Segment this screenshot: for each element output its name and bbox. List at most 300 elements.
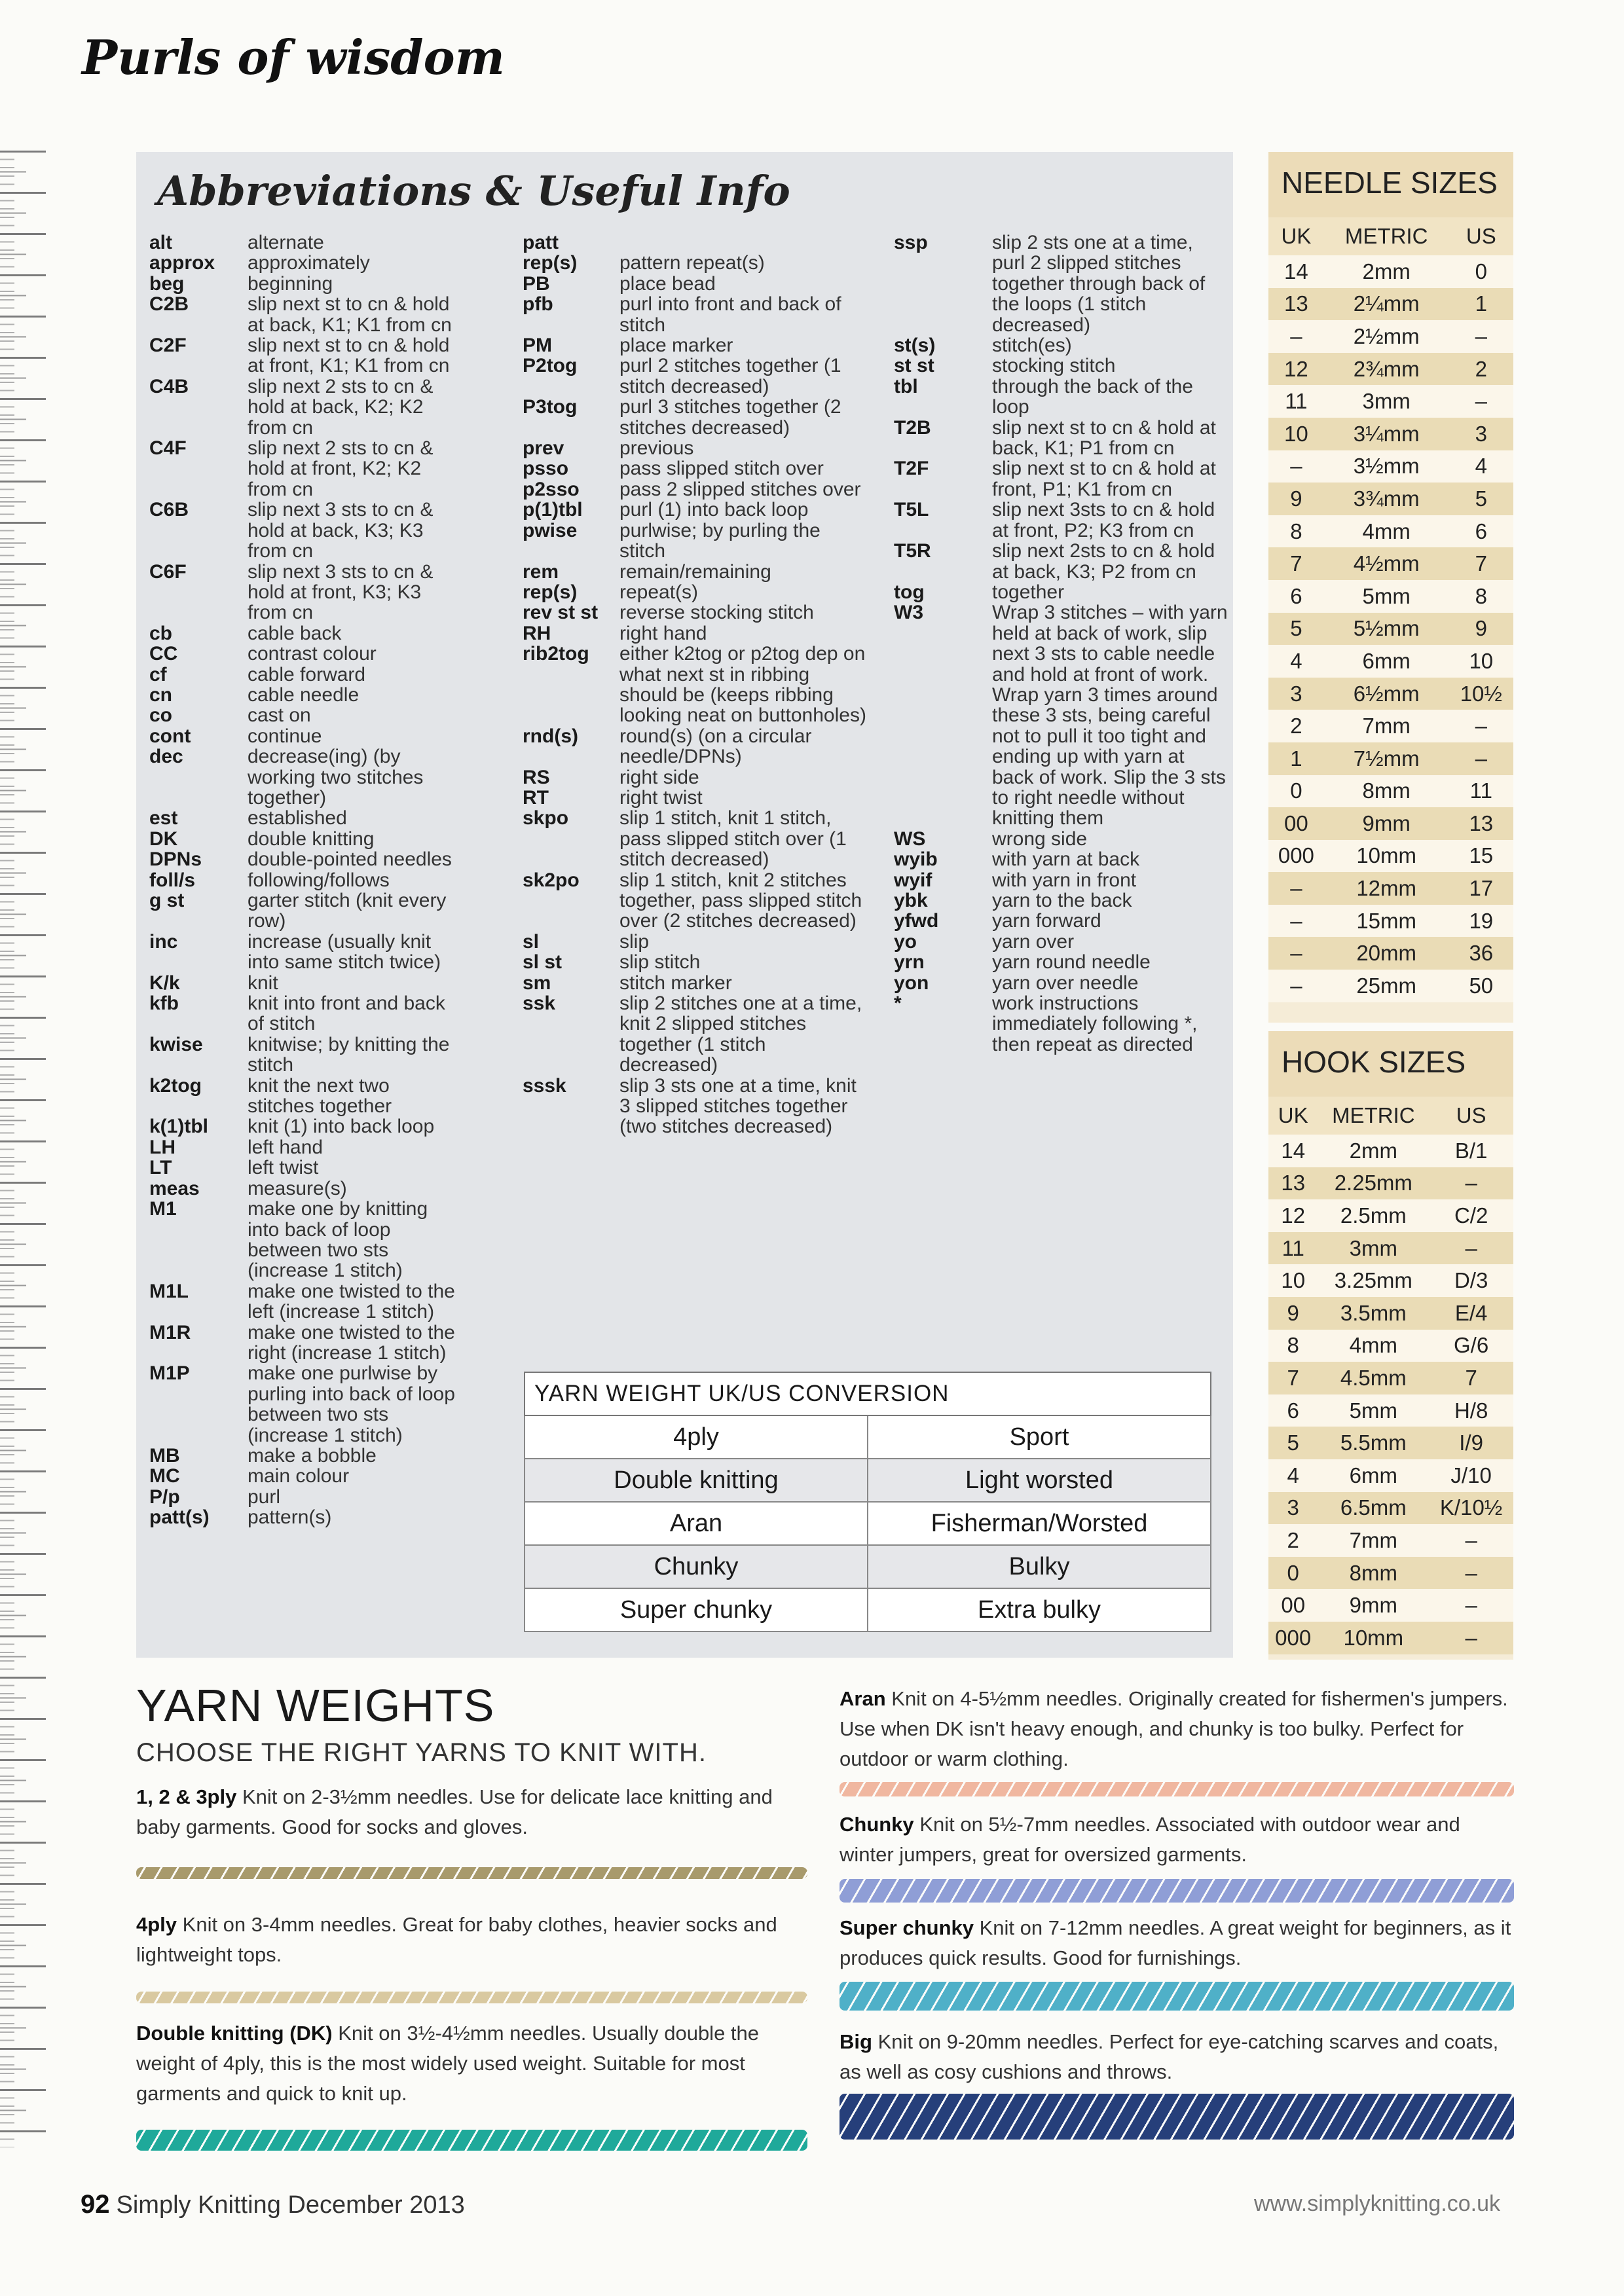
abbreviation-key: g st <box>149 890 185 911</box>
us-size: 50 <box>1449 970 1513 1002</box>
abbreviation-key: kwise <box>149 1033 203 1055</box>
abbreviation-row <box>894 890 1228 911</box>
abbreviation-definition: stitch(es) <box>992 335 1072 357</box>
abbreviation-key: rnd(s) <box>523 725 578 747</box>
abbreviation-row <box>149 294 457 335</box>
abbreviation-row <box>523 335 868 355</box>
abbreviation-definition: approximately <box>248 252 370 274</box>
abbreviation-key: k(1)tbl <box>149 1116 208 1138</box>
abbreviation-definition: cable back <box>248 622 342 644</box>
abbreviation-key: T2B <box>894 416 931 439</box>
abbreviation-key: tog <box>894 581 925 603</box>
us-size: 5 <box>1449 483 1513 515</box>
website-url: www.simplyknitting.co.uk <box>1254 2191 1501 2216</box>
abbreviation-row <box>523 993 868 1076</box>
abbreviation-row <box>894 849 1228 869</box>
abbreviation-row <box>149 1466 457 1486</box>
abbreviation-definition: left hand <box>248 1136 323 1158</box>
uk-size: 000 <box>1268 840 1324 873</box>
section-title: Purls of wisdom <box>82 29 505 85</box>
us-size: 13 <box>1449 807 1513 840</box>
yarn-weight-text: Knit on 9-20mm needles. Perfect for eye-catching scarves and coats, as well as cosy cushions and throws. <box>840 2030 1499 2083</box>
yarn-conversion-row <box>525 1502 1211 1545</box>
column-header: METRIC <box>1324 217 1449 255</box>
abbreviation-row <box>894 932 1228 952</box>
abbreviation-key: st(s) <box>894 335 936 357</box>
abbreviation-row <box>149 1076 457 1117</box>
abbreviation-row <box>894 602 1228 828</box>
abbreviation-definition: make one twisted to the left (increase 1 stitch) <box>248 1280 455 1323</box>
abbreviation-row <box>149 623 457 644</box>
yarn-weight-text: Knit on 4-5½mm needles. Originally created for fishermen's jumpers. Use when DK isn't heavy enough, and chunky is too bulky. Perfect for outdoor or warm clothing. <box>840 1687 1508 1770</box>
abbreviation-key: CC <box>149 643 178 665</box>
abbreviation-definition: knit <box>248 972 278 994</box>
size-row <box>1268 515 1513 548</box>
abbreviation-key: MB <box>149 1444 180 1467</box>
size-row <box>1268 1589 1513 1622</box>
abbreviation-key: beg <box>149 272 185 295</box>
uk-size: – <box>1268 937 1324 970</box>
us-size: 6 <box>1449 515 1513 548</box>
size-row <box>1268 775 1513 808</box>
us-size: – <box>1449 742 1513 775</box>
yarn-weight-description <box>136 2018 811 2109</box>
uk-size: 8 <box>1268 515 1324 548</box>
abbreviation-definition: double knitting <box>248 828 375 850</box>
abbreviation-definition: slip next st to cn & hold at front, P1; K1 from cn <box>992 458 1216 500</box>
uk-size: – <box>1268 872 1324 905</box>
abbreviation-key: p2sso <box>523 478 580 500</box>
column-header: US <box>1449 217 1513 255</box>
us-size: – <box>1449 320 1513 353</box>
us-size: – <box>1429 1557 1513 1590</box>
metric-size: 6.5mm <box>1318 1492 1429 1525</box>
abbreviation-row <box>523 952 868 972</box>
yarn-conversion-table <box>524 1372 1211 1632</box>
abbreviation-key: kfb <box>149 993 179 1015</box>
size-row <box>1268 1232 1513 1265</box>
abbreviation-row <box>523 973 868 993</box>
abbreviation-definition: left twist <box>248 1157 319 1179</box>
abbreviation-row <box>894 376 1228 418</box>
abbreviation-key: wyib <box>894 848 938 871</box>
us-size: E/4 <box>1429 1297 1513 1330</box>
uk-size: 14 <box>1268 1135 1318 1167</box>
uk-weight: Super chunky <box>525 1588 868 1631</box>
us-size: 10 <box>1449 645 1513 678</box>
size-row <box>1268 255 1513 288</box>
abbreviation-definition: pattern(s) <box>248 1506 332 1529</box>
yarn-conversion-row <box>525 1415 1211 1459</box>
metric-size: 7mm <box>1324 710 1449 742</box>
size-row <box>1268 1459 1513 1492</box>
abbreviation-key: WS <box>894 828 926 850</box>
abbreviation-definition: knit the next two stitches together <box>248 1074 392 1118</box>
abbreviation-key: sssk <box>523 1074 566 1097</box>
yarn-weight-description <box>840 1913 1514 1973</box>
us-weight: Sport <box>868 1415 1211 1459</box>
metric-size: 2¼mm <box>1324 288 1449 321</box>
abbreviation-definition: knit (1) into back loop <box>248 1116 435 1138</box>
yarn-strand-image <box>840 2094 1514 2140</box>
abbreviation-row <box>523 294 868 335</box>
abbreviation-row <box>149 1199 457 1281</box>
yarn-strand-image <box>840 1879 1514 1903</box>
size-row <box>1268 1167 1513 1200</box>
abbreviation-row <box>523 520 868 562</box>
yarn-weight-description <box>840 2027 1514 2087</box>
abbreviation-row <box>523 602 868 623</box>
abbreviation-row <box>149 1178 457 1199</box>
abbreviation-key: ybk <box>894 890 928 911</box>
size-row <box>1268 1297 1513 1330</box>
yarn-strand-image <box>136 1867 807 1879</box>
yarn-strand-image <box>136 2130 807 2151</box>
size-row <box>1268 937 1513 970</box>
abbreviation-row <box>149 726 457 746</box>
us-size: I/9 <box>1429 1427 1513 1459</box>
yarn-weight-description <box>136 1910 811 1970</box>
abbreviation-row <box>523 932 868 952</box>
metric-size: 3¾mm <box>1324 483 1449 515</box>
abbreviation-definition: contrast colour <box>248 643 377 665</box>
abbreviation-key: est <box>149 807 178 829</box>
abbreviation-row <box>523 767 868 788</box>
size-row <box>1268 840 1513 873</box>
metric-size: 5.5mm <box>1318 1427 1429 1459</box>
abbreviation-row <box>149 705 457 725</box>
abbreviation-row <box>149 870 457 890</box>
hook-sizes-table <box>1268 1097 1513 1654</box>
abbreviation-definition: knitwise; by knitting the stitch <box>248 1033 450 1076</box>
abbreviation-row <box>149 253 457 273</box>
abbreviation-row <box>523 355 868 397</box>
metric-size: 2mm <box>1324 255 1449 288</box>
abbreviation-row <box>523 562 868 582</box>
metric-size: 7½mm <box>1324 742 1449 775</box>
us-size: J/10 <box>1429 1459 1513 1492</box>
abbreviation-definition: with yarn at back <box>992 848 1140 871</box>
uk-size: 2 <box>1268 1524 1318 1557</box>
abbreviation-row <box>149 335 457 376</box>
abbreviation-key: RH <box>523 622 551 644</box>
abbreviation-definition: work instructions immediately following *, then repeat as directed <box>992 993 1198 1055</box>
abbreviation-definition: make one twisted to the right (increase 1 stitch) <box>248 1321 455 1364</box>
uk-size: 3 <box>1268 1492 1318 1525</box>
abbreviation-definition: slip 1 stitch, knit 2 stitches together, pass slipped stitch over (2 stitches decreased) <box>619 869 862 932</box>
publication-name: Simply Knitting December 2013 <box>116 2191 465 2219</box>
abbreviation-definition: either k2tog or p2tog dep on what next st in ribbing should be (keeps ribbing looking neat on buttonholes) <box>619 643 866 727</box>
abbreviation-definition: established <box>248 807 347 829</box>
size-row <box>1268 742 1513 775</box>
metric-size: 12mm <box>1324 872 1449 905</box>
abbreviation-row <box>894 541 1228 582</box>
abbreviation-row <box>149 1116 457 1137</box>
abbreviation-key: inc <box>149 930 178 953</box>
abbreviation-row <box>149 808 457 828</box>
abbreviation-row <box>894 911 1228 931</box>
abbreviation-row <box>894 993 1228 1055</box>
size-row <box>1268 970 1513 1002</box>
yarn-weight-text: Knit on 3½-4½mm needles. Usually double the weight of 4ply, this is the most widely used weight. Suitable for most garments and quick to knit up. <box>136 2022 760 2105</box>
abbreviations-column-1 <box>149 232 457 1528</box>
yarn-weight-description <box>136 1782 811 1842</box>
abbreviation-key: T2F <box>894 458 929 480</box>
abbreviation-definition: slip <box>619 930 650 953</box>
abbreviation-key: rep(s) <box>523 581 578 603</box>
us-size: C/2 <box>1429 1199 1513 1232</box>
yarn-strand-image <box>840 1982 1514 2011</box>
abbreviation-key: DPNs <box>149 848 202 871</box>
abbreviation-row <box>149 644 457 664</box>
abbreviation-row <box>894 973 1228 993</box>
abbreviation-row <box>149 890 457 932</box>
abbreviation-key: psso <box>523 458 569 480</box>
yarn-weight-text: Knit on 2-3½mm needles. Use for delicate lace knitting and baby garments. Good for socks and gloves. <box>136 1785 773 1838</box>
abbreviation-definition: purl (1) into back loop <box>619 499 809 521</box>
abbreviation-key: tbl <box>894 375 918 397</box>
uk-size: 4 <box>1268 1459 1318 1492</box>
abbreviation-definition: slip 2 sts one at a time, purl 2 slipped stitches together through back of the loops (1 stitch decreased) <box>992 232 1206 336</box>
yarn-conversion-title: YARN WEIGHT UK/US CONVERSION <box>525 1372 1211 1415</box>
abbreviation-row <box>894 418 1228 459</box>
yarn-weight-name: Double knitting (DK) <box>136 2022 333 2045</box>
abbreviation-row <box>894 500 1228 541</box>
uk-size: 6 <box>1268 580 1324 613</box>
abbreviation-key: meas <box>149 1177 200 1199</box>
yarn-weight-text: Knit on 7-12mm needles. A great weight for beginners, as it produces quick results. Good for furnishings. <box>840 1916 1511 1969</box>
abbreviation-key: T5R <box>894 540 931 562</box>
metric-size: 25mm <box>1324 970 1449 1002</box>
abbreviation-definition: purl <box>248 1485 281 1508</box>
footer-left <box>81 2190 465 2219</box>
size-row <box>1268 288 1513 321</box>
abbreviation-row <box>149 438 457 500</box>
metric-size: 2.25mm <box>1318 1167 1429 1200</box>
us-size: D/3 <box>1429 1264 1513 1297</box>
abbreviation-definition: together <box>992 581 1065 603</box>
metric-size: 2mm <box>1318 1135 1429 1167</box>
abbreviation-definition: through the back of the loop <box>992 375 1193 418</box>
abbreviation-key: p(1)tbl <box>523 499 583 521</box>
us-size: – <box>1449 385 1513 418</box>
abbreviation-definition: purl into front and back of stitch <box>619 293 841 336</box>
uk-size: 5 <box>1268 1427 1318 1459</box>
us-size: 11 <box>1449 775 1513 808</box>
abbreviation-row <box>523 1076 868 1137</box>
us-size: 0 <box>1449 255 1513 288</box>
metric-size: 4mm <box>1324 515 1449 548</box>
abbreviation-row <box>149 1157 457 1178</box>
size-row <box>1268 1135 1513 1167</box>
abbreviation-key: PB <box>523 272 550 295</box>
abbreviation-definition: stitch marker <box>619 972 732 994</box>
us-size: 7 <box>1429 1362 1513 1394</box>
abbreviation-definition: yarn over <box>992 930 1075 953</box>
uk-size: 0 <box>1268 1557 1318 1590</box>
abbreviation-key: LH <box>149 1136 175 1158</box>
abbreviation-row <box>149 1507 457 1527</box>
abbreviation-definition: purl 3 stitches together (2 stitches decreased) <box>619 396 841 439</box>
metric-size: 8mm <box>1318 1557 1429 1590</box>
metric-size: 5mm <box>1324 580 1449 613</box>
abbreviation-definition: decrease(ing) (by working two stitches together) <box>248 746 424 809</box>
abbreviation-key: sl st <box>523 951 563 974</box>
uk-weight: 4ply <box>525 1415 868 1459</box>
abbreviation-definition: slip next 3 sts to cn & hold at back, K3; K3 from cn <box>248 499 434 562</box>
abbreviation-row <box>149 1034 457 1076</box>
uk-size: 11 <box>1268 385 1324 418</box>
abbreviation-row <box>523 870 868 932</box>
abbreviation-key: M1R <box>149 1321 191 1343</box>
abbreviation-row <box>149 973 457 993</box>
abbreviation-definition: place bead <box>619 272 716 295</box>
abbreviation-key: yo <box>894 930 917 953</box>
metric-size: 3.25mm <box>1318 1264 1429 1297</box>
abbreviation-definition: following/follows <box>248 869 390 891</box>
abbreviation-definition: slip stitch <box>619 951 701 974</box>
uk-weight: Chunky <box>525 1545 868 1588</box>
size-row <box>1268 1394 1513 1427</box>
abbreviation-row <box>523 479 868 500</box>
abbreviation-key: T5L <box>894 499 929 521</box>
abbreviation-key: * <box>894 993 902 1015</box>
abbreviation-row <box>149 376 457 438</box>
yarn-conversion-row <box>525 1588 1211 1631</box>
metric-size: 10mm <box>1318 1622 1429 1654</box>
needle-sizes-title: NEEDLE SIZES <box>1268 152 1513 217</box>
us-size: 8 <box>1449 580 1513 613</box>
metric-size: 10mm <box>1324 840 1449 873</box>
size-row <box>1268 320 1513 353</box>
yarn-weight-name: 4ply <box>136 1913 177 1936</box>
abbreviation-key: cf <box>149 663 167 685</box>
metric-size: 6mm <box>1318 1459 1429 1492</box>
abbreviation-definition: right side <box>619 766 699 788</box>
uk-size: 1 <box>1268 742 1324 775</box>
abbreviation-row <box>149 274 457 294</box>
abbreviation-key: C2B <box>149 293 189 316</box>
abbreviation-row <box>894 952 1228 972</box>
size-row <box>1268 872 1513 905</box>
column-header: UK <box>1268 1097 1318 1135</box>
abbreviation-row <box>149 829 457 849</box>
us-size: – <box>1449 710 1513 742</box>
abbreviation-key: cb <box>149 622 173 644</box>
size-row <box>1268 1622 1513 1654</box>
uk-size: 000 <box>1268 1622 1318 1654</box>
abbreviation-definition: increase (usually knit into same stitch twice) <box>248 930 441 974</box>
uk-size: 14 <box>1268 255 1324 288</box>
abbreviation-key: patt(s) <box>149 1506 210 1529</box>
page-number: 92 <box>81 2190 110 2219</box>
abbreviation-key: skpo <box>523 807 569 829</box>
yarn-strand-image <box>840 1782 1514 1796</box>
size-row <box>1268 1330 1513 1362</box>
uk-size: 8 <box>1268 1330 1318 1362</box>
abbreviation-key: C6F <box>149 560 187 583</box>
abbreviation-definition: make a bobble <box>248 1444 377 1467</box>
size-row <box>1268 418 1513 450</box>
us-size: – <box>1429 1232 1513 1265</box>
yarn-weight-name: Chunky <box>840 1813 914 1836</box>
abbreviation-row <box>149 1446 457 1466</box>
size-row <box>1268 1199 1513 1232</box>
metric-size: 3¼mm <box>1324 418 1449 450</box>
abbreviation-key: M1P <box>149 1362 190 1385</box>
yarn-weights-subtitle: CHOOSE THE RIGHT YARNS TO KNIT WITH. <box>136 1738 707 1767</box>
abbreviation-definition: make one by knitting into back of loop between two sts (increase 1 stitch) <box>248 1198 428 1282</box>
us-size: 1 <box>1449 288 1513 321</box>
abbreviation-key: rev st st <box>523 602 599 624</box>
uk-size: 00 <box>1268 807 1324 840</box>
metric-size: 2½mm <box>1324 320 1449 353</box>
uk-size: 6 <box>1268 1394 1318 1427</box>
abbreviation-definition: yarn over needle <box>992 972 1139 994</box>
size-row <box>1268 450 1513 483</box>
abbreviation-key: MC <box>149 1465 180 1487</box>
abbreviation-row <box>523 274 868 294</box>
abbreviation-definition: knit into front and back of stitch <box>248 993 445 1035</box>
abbreviation-row <box>894 458 1228 500</box>
abbreviation-definition: yarn round needle <box>992 951 1151 974</box>
abbreviation-key: prev <box>523 437 564 460</box>
abbreviation-key: yon <box>894 972 929 994</box>
abbreviation-definition: pass 2 slipped stitches over <box>619 478 861 500</box>
abbreviation-key: patt <box>523 232 559 253</box>
abbreviation-key: P2tog <box>523 355 578 377</box>
abbreviation-definition: remain/remaining <box>619 560 771 583</box>
needle-sizes-table <box>1268 217 1513 1002</box>
abbreviation-definition: continue <box>248 725 322 747</box>
size-row <box>1268 385 1513 418</box>
size-row <box>1268 710 1513 742</box>
abbreviation-definition: pattern repeat(s) <box>619 252 765 274</box>
abbreviation-definition: slip 2 stitches one at a time, knit 2 slipped stitches together (1 stitch decreased) <box>619 993 862 1076</box>
abbreviation-definition: right hand <box>619 622 707 644</box>
metric-size: 3mm <box>1318 1232 1429 1265</box>
uk-size: 2 <box>1268 710 1324 742</box>
size-row <box>1268 1492 1513 1525</box>
abbreviation-key: RS <box>523 766 550 788</box>
abbreviation-row <box>894 582 1228 602</box>
abbreviation-definition: cast on <box>248 704 311 727</box>
us-size: G/6 <box>1429 1330 1513 1362</box>
size-row <box>1268 645 1513 678</box>
metric-size: 15mm <box>1324 905 1449 938</box>
yarn-weight-name: Super chunky <box>840 1916 974 1939</box>
abbreviation-definition: with yarn in front <box>992 869 1137 891</box>
uk-size: 13 <box>1268 288 1324 321</box>
uk-size: – <box>1268 905 1324 938</box>
abbreviation-key: sl <box>523 930 540 953</box>
abbreviation-definition: slip next 3 sts to cn & hold at front, K3; K3 from cn <box>248 560 434 624</box>
abbreviation-definition <box>619 232 868 253</box>
abbreviation-definition: slip next st to cn & hold at back, K1; P1 from cn <box>992 416 1216 460</box>
us-size: 9 <box>1449 613 1513 646</box>
size-row <box>1268 580 1513 613</box>
us-size: 17 <box>1449 872 1513 905</box>
yarn-conversion-row <box>525 1459 1211 1502</box>
abbreviation-definition: slip next st to cn & hold at back, K1; K1 from cn <box>248 293 452 336</box>
us-size: 3 <box>1449 418 1513 450</box>
abbreviation-definition: wrong side <box>992 828 1088 850</box>
uk-size: – <box>1268 450 1324 483</box>
us-size: 36 <box>1449 937 1513 970</box>
metric-size: 2¾mm <box>1324 353 1449 386</box>
abbreviation-key: C6B <box>149 499 189 521</box>
abbreviation-key: C2F <box>149 335 187 357</box>
